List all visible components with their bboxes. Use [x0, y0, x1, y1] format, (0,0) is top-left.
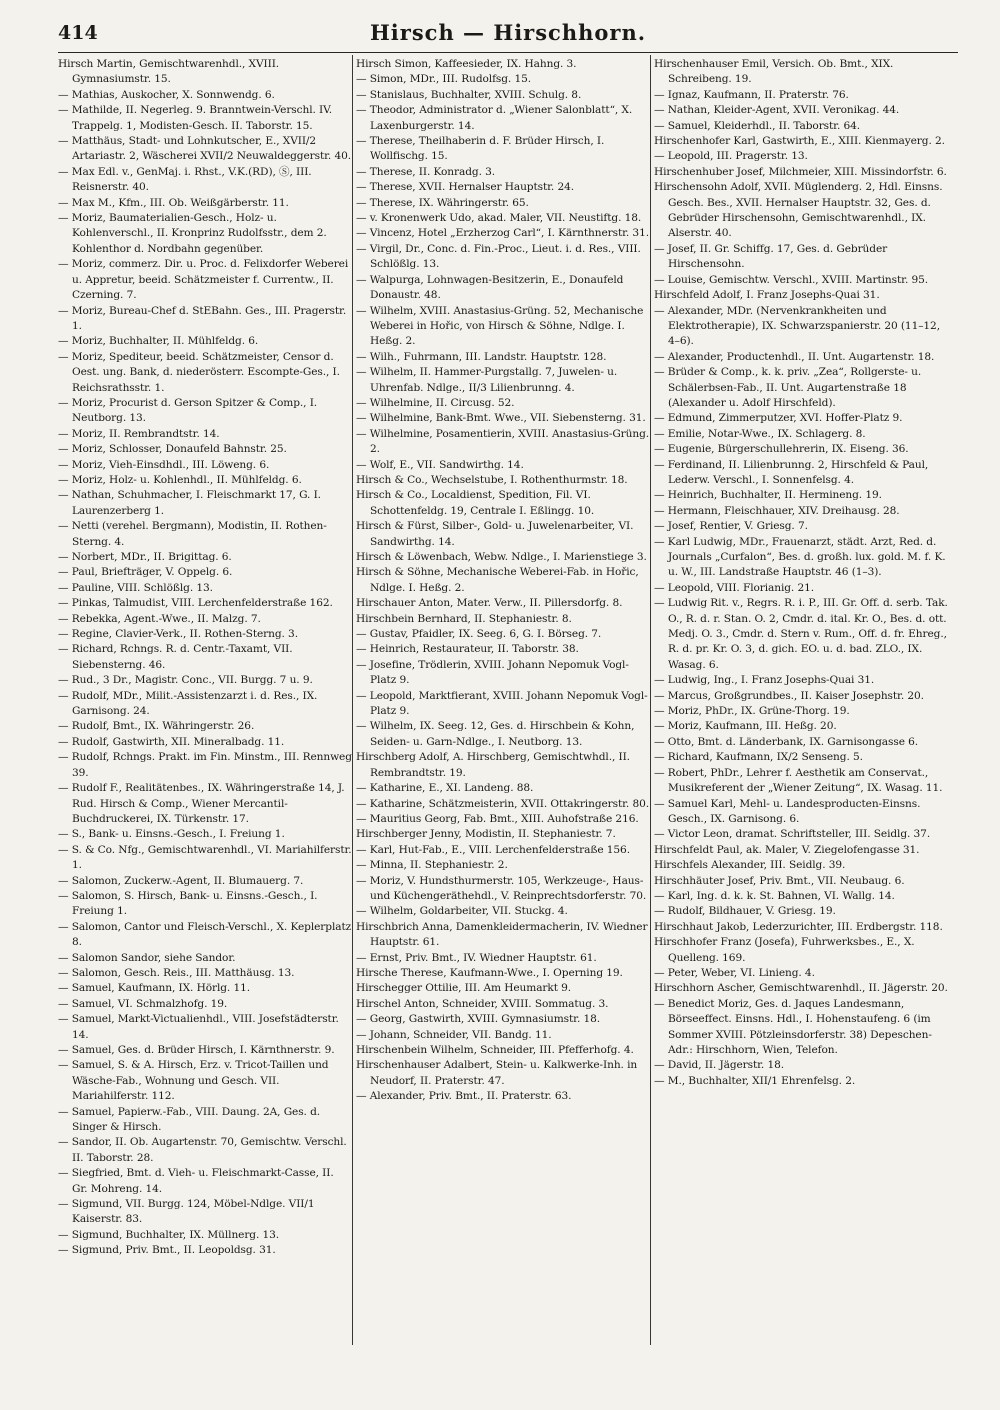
directory-entry: Hirschenhauser Adalbert, Stein- u. Kalkwerke-Inh. in Neudorf, II. Praterstr. 47.: [356, 1059, 638, 1087]
directory-entry: — Moriz, V. Hundsthurmerstr. 105, Werkzeuge-, Haus- und Küchengeräthehdl., V. Reinprechtsdorferstr. 70.: [356, 874, 647, 902]
directory-entry: — Alexander, MDr. (Nervenkrankheiten und Elektrotherapie), IX. Schwarzspanierstr. 20 (11–12, 4–6).: [654, 304, 940, 348]
directory-entry: — Wolf, E., VII. Sandwirthg. 14.: [356, 458, 524, 471]
directory-entry: — Karl Ludwig, MDr., Frauenarzt, städt. Arzt, Red. d. Journals „Curfalon“, Bes. d. großh. lux. gold. M. f. K. u. W., III. Landstraße Hauptstr. 46 (1–3).: [654, 535, 946, 579]
directory-entry: — Brüder & Comp., k. k. priv. „Zea“, Rollgerste- u. Schälerbsen-Fab., II. Unt. Augartenstraße 18 (Alexander u. Adolf Hirschfeld).: [654, 366, 922, 409]
directory-entry: — Samuel Karl, Mehl- u. Landesproducten-Einsns. Gesch., IX. Garnisong. 6.: [654, 797, 921, 825]
directory-entry: — Moriz, Vieh-Einsdhdl., III. Löweng. 6.: [58, 458, 270, 471]
directory-entry: — Josefine, Trödlerin, XVIII. Johann Nepomuk Vogl-Platz 9.: [356, 658, 629, 687]
directory-entry: — Josef, II. Gr. Schiffg. 17, Ges. d. Gebrüder Hirschensohn.: [654, 242, 888, 271]
directory-entry: — Max Edl. v., GenMaj. i. Rhst., V.K.(RD), Ⓢ, III. Reisnerstr. 40.: [58, 165, 312, 194]
directory-entry: — Wilhelmine, II. Circusg. 52.: [356, 396, 515, 409]
directory-entry: — Karl, Hut-Fab., E., VIII. Lerchenfelderstraße 156.: [356, 843, 630, 856]
directory-entry: — Moriz, Schlosser, Donaufeld Bahnstr. 25.: [58, 443, 287, 456]
directory-entry: — Ferdinand, II. Lilienbrunng. 2, Hirschfeld & Paul, Lederw. Verschl., I. Sonnenfelsg. 4.: [654, 458, 929, 486]
directory-entry: — S., Bank- u. Einsns.-Gesch., I. Freiung 1.: [58, 828, 285, 841]
directory-entry: — Samuel, S. & A. Hirsch, Erz. v. Tricot-Taillen und Wäsche-Fab., Wohnung und Gesch. VII. Mariahilferstr. 112.: [58, 1059, 329, 1103]
directory-entry: — Moriz, PhDr., IX. Grüne-Thorg. 19.: [654, 705, 850, 718]
running-head: Hirsch — Hirschhorn.: [369, 20, 647, 45]
directory-entry: — Stanislaus, Buchhalter, XVIII. Schulg. 8.: [356, 88, 582, 101]
directory-entry: — Siegfried, Bmt. d. Vieh- u. Fleischmarkt-Casse, II. Gr. Mohreng. 14.: [58, 1167, 334, 1195]
directory-entry: — Rudolf, Gastwirth, XII. Mineralbadg. 11.: [58, 735, 285, 748]
directory-entry: Hirsche Therese, Kaufmann-Wwe., I. Operning 19.: [356, 966, 623, 979]
directory-entry: — Ludwig, Ing., I. Franz Josephs-Quai 31.: [654, 674, 875, 687]
directory-entry: — Simon, MDr., III. Rudolfsg. 15.: [356, 73, 531, 86]
directory-entry: Hirsch & Co., Localdienst, Spedition, Fil. VI. Schottenfeldg. 19, Centrale I. Eßlingg. 10.: [356, 489, 595, 517]
directory-entry: — Moriz, commerz. Dir. u. Proc. d. Felixdorfer Weberei u. Appretur, beeid. Schätzmeister f. Currentw., II. Czerning. 7.: [58, 258, 349, 302]
directory-entry: — Samuel, Kaufmann, IX. Hörlg. 11.: [58, 982, 251, 995]
directory-entry: Hirschhaut Jakob, Lederzurichter, III. Erdbergstr. 118.: [654, 920, 943, 933]
directory-entry: Hirschfeld Adolf, I. Franz Josephs-Quai 31.: [654, 289, 880, 302]
directory-entry: — Moriz, Baumaterialien-Gesch., Holz- u. Kohlenverschl., II. Kronprinz Rudolfsstr., dem 2. Kohlenthor d. Nordbahn gegenüber.: [58, 212, 327, 255]
directory-entry: — Rudolf, Bildhauer, V. Griesg. 19.: [654, 905, 836, 918]
directory-entry: — Ernst, Priv. Bmt., IV. Wiedner Hauptstr. 61.: [356, 951, 597, 964]
directory-entry: — Sigmund, VII. Burgg. 124, Möbel-Ndlge. VII/1 Kaiserstr. 83.: [58, 1198, 315, 1226]
directory-entry: — Leopold, Marktfierant, XVIII. Johann Nepomuk Vogl-Platz 9.: [356, 689, 648, 718]
directory-entry: — Salomon, Zuckerw.-Agent, II. Blumauerg. 7.: [58, 874, 304, 887]
directory-entry: — Salomon, Cantor und Fleisch-Verschl., X. Keplerplatz 8.: [58, 920, 352, 949]
directory-entry: Hirschel Anton, Schneider, XVIII. Sommatug. 3.: [356, 997, 609, 1010]
directory-entry: Hirsch & Söhne, Mechanische Weberei-Fab. in Hořic, Ndlge. I. Heßg. 2.: [356, 566, 639, 594]
directory-entry: — Samuel, Papierw.-Fab., VIII. Daung. 2A, Ges. d. Singer & Hirsch.: [58, 1105, 321, 1134]
directory-entry: Hirschhäuter Josef, Priv. Bmt., VII. Neubaug. 6.: [654, 874, 905, 887]
directory-entry: — Salomon Sandor, siehe Sandor.: [58, 951, 236, 964]
directory-entry: Hirsch & Co., Wechselstube, I. Rothenthurmstr. 18.: [356, 473, 628, 486]
directory-entry: — Katharine, Schätzmeisterin, XVII. Ottakringerstr. 80.: [356, 797, 650, 810]
directory-entry: — Therese, II. Konradg. 3.: [356, 165, 496, 178]
directory-entry: — Paul, Briefträger, V. Oppelg. 6.: [58, 566, 233, 579]
directory-entry: — Ludwig Rit. v., Regrs. R. i. P., III. Gr. Off. d. serb. Tak. O., R. d. r. Stan. O. 2, Cmdr. d. ital. Kr. O., Bes. d. ott. Medj. O. 3., Cmdr. d. Stern v. Rum., Off. d. fr. Ehreg., R. d. pr. Kr. O. 3, d. gich. EO. u. d. bad. ZLO., IX. Wasag. 6.: [654, 597, 948, 671]
directory-entry: — Rudolf, Bmt., IX. Währingerstr. 26.: [58, 720, 255, 733]
directory-entry: Hirschauer Anton, Mater. Verw., II. Pillersdorfg. 8.: [356, 597, 623, 610]
directory-entry: — Rudolf, MDr., Milit.-Assistenzarzt i. d. Res., IX. Garnisong. 24.: [58, 689, 318, 718]
directory-entry: — Moriz, Procurist d. Gerson Spitzer & Comp., I. Neutborg. 13.: [58, 396, 318, 425]
directory-entry: — Moriz, II. Rembrandtstr. 14.: [58, 427, 220, 440]
directory-entry: — Wilhelm, IX. Seeg. 12, Ges. d. Hirschbein & Kohn, Seiden- u. Garn-Ndlge., I. Neutborg. 13.: [356, 720, 635, 748]
directory-entry: — Pinkas, Talmudist, VIII. Lerchenfelderstraße 162.: [58, 597, 333, 610]
directory-entry: — David, II. Jägerstr. 18.: [654, 1059, 785, 1072]
directory-entry: — Moriz, Holz- u. Kohlenhdl., II. Mühlfeldg. 6.: [58, 473, 302, 486]
directory-entry: Hirschbein Bernhard, II. Stephaniestr. 8.: [356, 612, 572, 625]
directory-entry: — Sigmund, Priv. Bmt., II. Leopoldsg. 31.: [58, 1244, 276, 1257]
directory-entry: — Johann, Schneider, VII. Bandg. 11.: [356, 1028, 552, 1041]
directory-entry: — Matthäus, Stadt- und Lohnkutscher, E., XVII/2 Artariastr. 2, Wäscherei XVII/2 Neuwaldeggerstr. 40.: [58, 135, 351, 163]
directory-entry: — Robert, PhDr., Lehrer f. Aesthetik am Conservat., Musikreferent der „Wiener Zeitung“, IX. Wasag. 11.: [654, 766, 943, 795]
directory-entry: — Eugenie, Bürgerschullehrerin, IX. Eiseng. 36.: [654, 443, 909, 456]
directory-entry: Hirschensohn Adolf, XVII. Müglenderg. 2, Hdl. Einsns. Gesch. Bes., XVII. Hernalser Hauptstr. 32, Ges. d. Gebrüder Hirschensohn, Gemischtwarenhdl., IX. Alserstr. 40.: [654, 181, 943, 240]
directory-entry: — M., Buchhalter, XII/1 Ehrenfelsg. 2.: [654, 1074, 856, 1087]
directory-entry: — Ignaz, Kaufmann, II. Praterstr. 76.: [654, 88, 849, 101]
directory-entry: — S. & Co. Nfg., Gemischtwarenhdl., VI. Mariahilferstr. 1.: [58, 843, 352, 872]
directory-entry: — Leopold, III. Pragerstr. 13.: [654, 150, 808, 163]
directory-entry: — Theodor, Administrator d. „Wiener Salonblatt“, X. Laxenburgerstr. 14.: [356, 104, 633, 132]
directory-entry: — Therese, Theilhaberin d. F. Brüder Hirsch, I. Wollfischg. 15.: [356, 135, 605, 163]
directory-entry: — Wilhelm, Goldarbeiter, VII. Stuckg. 4.: [356, 905, 568, 918]
directory-entry: — Max M., Kfm., III. Ob. Weißgärberstr. 11.: [58, 196, 289, 209]
directory-entry: — Vincenz, Hotel „Erzherzog Carl“, I. Kärnthnerstr. 31.: [356, 227, 649, 240]
directory-entry: — Otto, Bmt. d. Länderbank, IX. Garnisongasse 6.: [654, 735, 919, 748]
directory-entry: — Rudolf, Rchngs. Prakt. im Fin. Minstm., III. Rennweg 39.: [58, 751, 352, 779]
directory-entry: — Georg, Gastwirth, XVIII. Gymnasiumstr. 18.: [356, 1013, 601, 1026]
column-divider: [352, 55, 353, 1345]
directory-entry: Hirschhofer Franz (Josefa), Fuhrwerksbes., E., X. Quelleng. 169.: [654, 936, 915, 964]
directory-entry: — Nathan, Kleider-Agent, XVII. Veronikag. 44.: [654, 104, 900, 117]
directory-entry: — Wilhelm, II. Hammer-Purgstallg. 7, Juwelen- u. Uhrenfab. Ndlge., II/3 Lilienbrunng. 4.: [356, 366, 618, 394]
directory-entry: Hirschberger Jenny, Modistin, II. Stephaniestr. 7.: [356, 828, 616, 841]
directory-entry: Hirschfeldt Paul, ak. Maler, V. Ziegelofengasse 31.: [654, 843, 920, 856]
column-divider: [650, 55, 651, 1345]
directory-entry: — Virgil, Dr., Conc. d. Fin.-Proc., Lieut. i. d. Res., VIII. Schlößlg. 13.: [356, 242, 641, 271]
directory-entry: Hirschenbein Wilhelm, Schneider, III. Pfefferhofg. 4.: [356, 1044, 634, 1056]
directory-entry: Hirsch Simon, Kaffeesieder, IX. Hahng. 3.: [356, 58, 577, 70]
directory-entry: — Victor Leon, dramat. Schriftsteller, III. Seidlg. 37.: [654, 828, 931, 841]
directory-entry: — Rebekka, Agent.-Wwe., II. Malzg. 7.: [58, 612, 261, 625]
directory-entry: — Richard, Rchngs. R. d. Centr.-Taxamt, VII. Siebensterng. 46.: [58, 643, 293, 671]
directory-entry: — Rudolf F., Realitätenbes., IX. Währingerstraße 14, J. Rud. Hirsch & Comp., Wiener Mercantil-Buchdruckerei, IX. Türkenstr. 17.: [58, 782, 345, 825]
directory-entry: Hirschenhauser Emil, Versich. Ob. Bmt., XIX. Schreibeng. 19.: [654, 58, 894, 86]
directory-entry: — Minna, II. Stephaniestr. 2.: [356, 859, 508, 872]
page-header: [58, 18, 958, 52]
directory-entry: — Mathilde, II. Negerleg. 9. Branntwein-Verschl. IV. Trappelg. 1, Modisten-Gesch. II. Taborstr. 15.: [58, 104, 333, 132]
directory-entry: — Therese, IX. Währingerstr. 65.: [356, 196, 529, 209]
directory-entry: — Josef, Rentier, V. Griesg. 7.: [654, 520, 808, 533]
directory-entry: — Norbert, MDr., II. Brigittag. 6.: [58, 551, 232, 563]
directory-entry: — Hermann, Fleischhauer, XIV. Dreihausg. 28.: [654, 504, 900, 517]
directory-entry: — Heinrich, Buchhalter, II. Hermineng. 19.: [654, 489, 882, 502]
directory-entry: — Salomon, Gesch. Reis., III. Matthäusg. 13.: [58, 966, 295, 979]
directory-entry: — Moriz, Buchhalter, II. Mühlfeldg. 6.: [58, 335, 259, 348]
directory-entry: — Emilie, Notar-Wwe., IX. Schlagerg. 8.: [654, 427, 866, 440]
directory-entry: — Heinrich, Restaurateur, II. Taborstr. 38.: [356, 643, 579, 656]
directory-entry: Hirsch & Löwenbach, Webw. Ndlge., I. Marienstiege 3.: [356, 551, 647, 563]
directory-entry: — Wilhelm, XVIII. Anastasius-Grüng. 52, Mechanische Weberei in Hořic, von Hirsch & Söhne, Ndlge. I. Heßg. 2.: [356, 304, 644, 348]
directory-entry: — Richard, Kaufmann, IX/2 Senseng. 5.: [654, 751, 863, 764]
directory-entry: Hirsch & Fürst, Silber-, Gold- u. Juwelenarbeiter, VI. Sandwirthg. 14.: [356, 520, 634, 548]
directory-entry: — Karl, Ing. d. k. k. St. Bahnen, VI. Wallg. 14.: [654, 889, 895, 902]
directory-entry: — Netti (verehel. Bergmann), Modistin, II. Rothen-Sterng. 4.: [58, 520, 327, 548]
directory-entry: — Sandor, II. Ob. Augartenstr. 70, Gemischtw. Verschl. II. Taborstr. 28.: [58, 1136, 347, 1164]
directory-entry: — Katharine, E., XI. Landeng. 88.: [356, 782, 534, 795]
directory-entry: — Rud., 3 Dr., Magistr. Conc., VII. Burgg. 7 u. 9.: [58, 674, 313, 687]
directory-entry: — Edmund, Zimmerputzer, XVI. Hoffer-Platz 9.: [654, 412, 903, 425]
page-number: 414: [58, 22, 98, 44]
directory-entry: — Salomon, S. Hirsch, Bank- u. Einsns.-Gesch., I. Freiung 1.: [58, 889, 318, 918]
column-3: [654, 57, 948, 1089]
directory-entry: Hirschenhuber Josef, Milchmeier, XIII. Missindorfstr. 6.: [654, 165, 947, 178]
directory-entry: — Gustav, Pfaidler, IX. Seeg. 6, G. I. Börseg. 7.: [356, 628, 602, 641]
directory-entry: Hirschegger Ottilie, III. Am Heumarkt 9.: [356, 982, 572, 995]
directory-entry: — Pauline, VIII. Schlößlg. 13.: [58, 581, 213, 594]
directory-entry: — v. Kronenwerk Udo, akad. Maler, VII. Neustiftg. 18.: [356, 212, 642, 225]
directory-entry: — Samuel, VI. Schmalzhofg. 19.: [58, 997, 228, 1010]
directory-entry: Hirschenhofer Karl, Gastwirth, E., XIII. Kienmayerg. 2.: [654, 135, 945, 148]
directory-entry: — Wilhelmine, Bank-Bmt. Wwe., VII. Siebensterng. 31.: [356, 412, 646, 425]
directory-entry: — Samuel, Ges. d. Brüder Hirsch, I. Kärnthnerstr. 9.: [58, 1044, 335, 1056]
directory-entry: — Nathan, Schuhmacher, I. Fleischmarkt 17, G. I. Laurenzerberg 1.: [58, 489, 321, 517]
directory-entry: — Alexander, Priv. Bmt., II. Praterstr. 63.: [356, 1090, 572, 1103]
directory-entry: — Moriz, Kaufmann, III. Heßg. 20.: [654, 720, 837, 733]
directory-entry: Hirschfels Alexander, III. Seidlg. 39.: [654, 859, 846, 872]
directory-entry: — Walpurga, Lohnwagen-Besitzerin, E., Donaufeld Donaustr. 48.: [356, 273, 624, 302]
directory-entry: — Wilh., Fuhrmann, III. Landstr. Hauptstr. 128.: [356, 350, 607, 363]
directory-entry: — Moriz, Spediteur, beeid. Schätzmeister, Censor d. Oest. ung. Bank, d. niederösterr. Escompte-Ges., I. Reichsrathsstr. 1.: [58, 350, 340, 394]
directory-entry: — Wilhelmine, Posamentierin, XVIII. Anastasius-Grüng. 2.: [356, 427, 650, 456]
directory-entry: — Mauritius Georg, Fab. Bmt., XIII. Auhofstraße 216.: [356, 812, 639, 825]
directory-entry: — Leopold, VIII. Florianig. 21.: [654, 581, 815, 594]
directory-entry: — Therese, XVII. Hernalser Hauptstr. 24.: [356, 181, 575, 194]
directory-entry: Hirschberg Adolf, A. Hirschberg, Gemischtwhdl., II. Rembrandtstr. 19.: [356, 751, 630, 779]
directory-entry: — Mathias, Auskocher, X. Sonnwendg. 6.: [58, 88, 275, 101]
column-2: [356, 57, 650, 1105]
directory-entry: — Sigmund, Buchhalter, IX. Müllnerg. 13.: [58, 1228, 280, 1241]
directory-entry: — Peter, Weber, VI. Linieng. 4.: [654, 966, 815, 979]
directory-entry: — Benedict Moriz, Ges. d. Jaques Landesmann, Börseeffect. Einsns. Hdl., I. Hohenstaufeng. 6 (im Sommer XVIII. Pötzleinsdorferstr. 38) Depeschen-Adr.: Hirschhorn, Wien, Telefon.: [654, 997, 932, 1056]
directory-entry: Hirschbrich Anna, Damenkleidermacherin, IV. Wiedner Hauptstr. 61.: [356, 920, 648, 949]
header-rule: [58, 52, 958, 53]
directory-entry: — Louise, Gemischtw. Verschl., XVIII. Martinstr. 95.: [654, 273, 929, 286]
directory-entry: — Marcus, Großgrundbes., II. Kaiser Josephstr. 20.: [654, 689, 924, 702]
directory-entry: — Samuel, Markt-Victualienhdl., VIII. Josefstädterstr. 14.: [58, 1013, 339, 1041]
directory-entry: — Alexander, Productenhdl., II. Unt. Augartenstr. 18.: [654, 350, 935, 363]
directory-entry: — Samuel, Kleiderhdl., II. Taborstr. 64.: [654, 119, 861, 132]
directory-entry: Hirsch Martin, Gemischtwarenhdl., XVIII. Gymnasiumstr. 15.: [58, 58, 280, 86]
directory-entry: — Moriz, Bureau-Chef d. StEBahn. Ges., III. Pragerstr. 1.: [58, 304, 347, 332]
directory-entry: — Regine, Clavier-Verk., II. Rothen-Sterng. 3.: [58, 628, 298, 641]
column-1: [58, 57, 352, 1259]
directory-entry: Hirschhorn Ascher, Gemischtwarenhdl., II. Jägerstr. 20.: [654, 982, 948, 995]
